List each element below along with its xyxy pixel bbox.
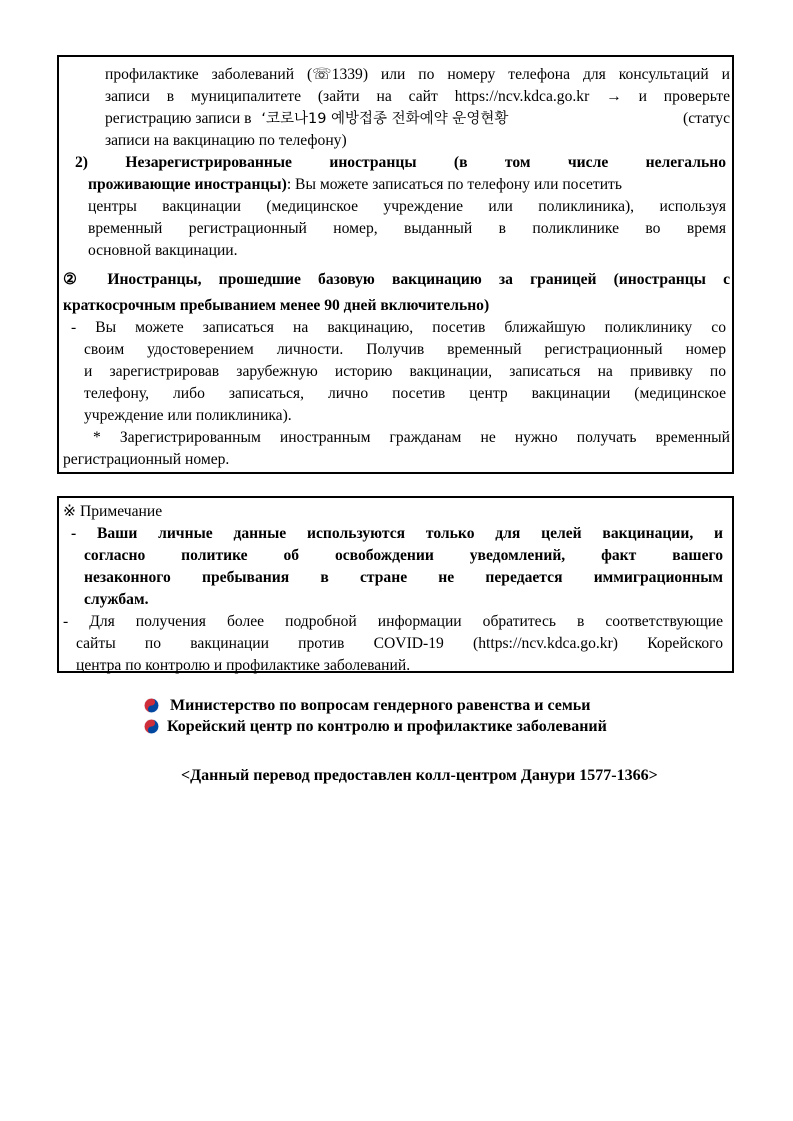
text-line: временный регистрационный номер, выданный в поликлинике во время	[88, 220, 726, 237]
text-line-korean	[105, 108, 730, 130]
note-line: центра по контролю и профилактике заболеваний.	[76, 657, 411, 674]
text-line: и зарегистрировав зарубежную историю вакцинации, записаться на прививку по	[84, 363, 726, 380]
taegeuk-icon	[144, 698, 159, 713]
item2-heading-rest: : Вы можете записаться по телефону или посетить	[286, 176, 622, 193]
text-line: записи на вакцинацию по телефону)	[105, 132, 347, 149]
text-line: - Вы можете записаться на вакцинацию, посетив ближайшую поликлинику со	[71, 319, 726, 336]
note-line: - Для получения более подробной информации обратитесь в соответствующие	[63, 613, 723, 630]
note-header: ※ Примечание	[63, 503, 163, 520]
note-bold-line: - Ваши личные данные используются только для целей вакцинации, и	[71, 525, 723, 542]
footnote-cont: регистрационный номер.	[63, 451, 230, 468]
item2-heading-cont	[88, 174, 622, 195]
text-line: профилактике заболеваний (☏1339) или по номеру телефона для консультаций и	[105, 66, 730, 83]
item2-heading-bold: проживающие иностранцы)	[88, 176, 287, 193]
org-ministry-gender-equality: Министерство по вопросам гендерного равенства и семьи	[170, 697, 591, 714]
note-box	[57, 496, 734, 673]
note-bold-line: службам.	[84, 591, 149, 608]
korean-site-name: ‘코로나19 예방접종 전화예약 운영현황	[261, 111, 509, 127]
text-line: основной вакцинации.	[88, 242, 238, 259]
text-line: учреждение или поликлиника).	[84, 407, 292, 424]
section-title: ② Иностранцы, прошедшие базовую вакцинацию за границей (иностранцы с	[63, 271, 730, 288]
text-line: записи в муниципалитете (зайти на сайт https://ncv.kdca.go.kr → и проверьте	[105, 88, 730, 105]
translation-credit: <Данный перевод предоставлен колл-центром Данури 1577-1366>	[181, 767, 658, 784]
section-title-cont: краткосрочным пребыванием менее 90 дней включительно)	[63, 297, 490, 314]
text-line: телефону, либо записаться, лично посетив центр вакцинации (медицинское	[84, 385, 726, 402]
item2-heading: 2) Незарегистрированные иностранцы (в том числе нелегально	[75, 154, 726, 171]
note-bold-line: незаконного пребывания в стране не передается иммиграционным	[84, 569, 723, 586]
text-fragment: (статус	[683, 110, 730, 127]
note-bold-line: согласно политике об освобождении уведомлений, факт вашего	[84, 547, 723, 564]
text-line: центры вакцинации (медицинское учреждение или поликлиника), используя	[88, 198, 726, 215]
footnote: * Зарегистрированным иностранным гражданам не нужно получать временный	[93, 429, 730, 446]
note-line: сайты по вакцинации против COVID-19 (https://ncv.kdca.go.kr) Корейского	[76, 635, 723, 652]
taegeuk-icon	[144, 719, 159, 734]
org-kdca: Корейский центр по контролю и профилактике заболеваний	[167, 718, 607, 735]
text-fragment: регистрацию записи в	[105, 110, 252, 127]
text-line: своим удостоверением личности. Получив временный регистрационный номер	[84, 341, 726, 358]
vaccination-info-box	[57, 55, 734, 474]
